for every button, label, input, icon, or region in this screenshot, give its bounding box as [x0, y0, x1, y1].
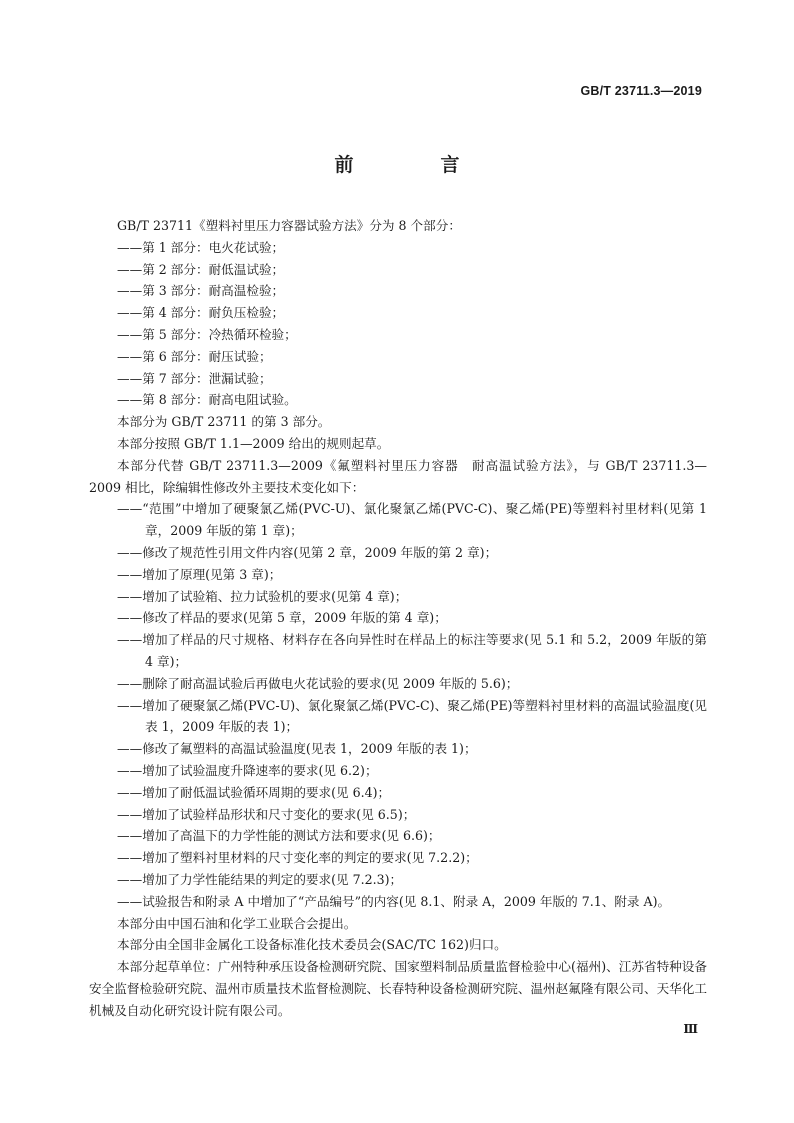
page-title: 前 言	[334, 154, 494, 176]
part-list-item: ——第 7 部分：泄漏试验；	[117, 370, 272, 386]
part-list-item: ——第 2 部分：耐低温试验；	[117, 261, 285, 277]
part-list-item: ——第 8 部分：耐高电阻试验。	[117, 392, 297, 408]
rules-paragraph: 本部分按照 GB/T 1.1—2009 给出的规则起草。	[117, 435, 390, 451]
change-list-item: ——增加了试验样品形状和尺寸变化的要求(见 6.5)；	[117, 806, 416, 822]
change-list-item: ——修改了规范性引用文件内容(见第 2 章，2009 年版的第 2 章)；	[117, 544, 498, 560]
part-list-item: ——第 5 部分：冷热循环检验；	[117, 326, 297, 342]
part-list-item: ——第 3 部分：耐高温检验；	[117, 283, 285, 299]
change-list-item: ——增加了力学性能结果的判定的要求(见 7.2.3)；	[117, 871, 403, 887]
foreword-body	[89, 215, 707, 1021]
page-number: Ⅲ	[683, 1022, 698, 1036]
standard-code: GB/T 23711.3—2019	[580, 84, 702, 98]
change-list-item: ——增加了样品的尺寸规格、材料存在各向异性时在样品上的标注等要求(见 5.1 和 5.2，2009 年版的第 4 章)；	[117, 632, 707, 669]
part-list-item: ——第 4 部分：耐负压检验；	[117, 305, 285, 321]
part-list-item: ——第 1 部分：电火花试验；	[117, 239, 285, 255]
part-paragraph: 本部分为 GB/T 23711 的第 3 部分。	[117, 414, 331, 430]
managed-paragraph: 本部分由全国非金属化工设备标准化技术委员会(SAC/TC 162)归口。	[117, 937, 507, 953]
change-list-item: ——增加了试验温度升降速率的要求(见 6.2)；	[117, 762, 378, 778]
change-list-item: ——删除了耐高温试验后再做电火花试验的要求(见 2009 年版的 5.6)；	[117, 675, 519, 691]
change-list-item: ——试验报告和附录 A 中增加了“产品编号”的内容(见 8.1、附录 A，2009 年版的 7.1、附录 A)。	[117, 893, 671, 909]
change-list-item: ——增加了塑料衬里材料的尺寸变化率的判定的要求(见 7.2.2)；	[117, 850, 478, 866]
change-list-item: ——增加了试验箱、拉力试验机的要求(见第 4 章)；	[117, 588, 408, 604]
drafters-paragraph: 本部分起草单位：广州特种承压设备检测研究院、国家塑料制品质量监督检验中心(福州)、江苏省特种设备安全监督检验研究院、温州市质量技术监督检测院、长春特种设备检测研究院、温州赵氟隆有限公司、天华化工机械及自动化研究设计院有限公司。	[89, 959, 707, 1018]
change-list-item: ——增加了高温下的力学性能的测试方法和要求(见 6.6)；	[117, 828, 441, 844]
change-list-item: ——修改了样品的要求(见第 5 章，2009 年版的第 4 章)；	[117, 610, 447, 626]
part-list-item: ——第 6 部分：耐压试验；	[117, 348, 272, 364]
change-list-item: ——“范围”中增加了硬聚氯乙烯(PVC-U)、氯化聚氯乙烯(PVC-C)、聚乙烯(PE)等塑料衬里材料(见第 1 章，2009 年版的第 1 章)；	[117, 501, 707, 539]
changes-list	[89, 498, 707, 912]
proposed-paragraph: 本部分由中国石油和化学工业联合会提出。	[117, 915, 357, 931]
intro-paragraph: GB/T 23711《塑料衬里压力容器试验方法》分为 8 个部分：	[117, 218, 461, 233]
change-list-item: ——增加了硬聚氯乙烯(PVC-U)、氯化聚氯乙烯(PVC-C)、聚乙烯(PE)等塑料衬里材料的高温试验温度(见表 1，2009 年版的表 1)；	[117, 697, 707, 735]
change-list-item: ——修改了氟塑料的高温试验温度(见表 1，2009 年版的表 1)；	[117, 741, 477, 757]
replace-paragraph: 本部分代替 GB/T 23711.3—2009《氟塑料衬里压力容器 耐高温试验方法》，与 GB/T 23711.3—2009 相比，除编辑性修改外主要技术变化如下：	[89, 457, 707, 495]
change-list-item: ——增加了原理(见第 3 章)；	[117, 566, 282, 582]
change-list-item: ——增加了耐低温试验循环周期的要求(见 6.4)；	[117, 784, 391, 800]
parts-list	[89, 237, 707, 411]
